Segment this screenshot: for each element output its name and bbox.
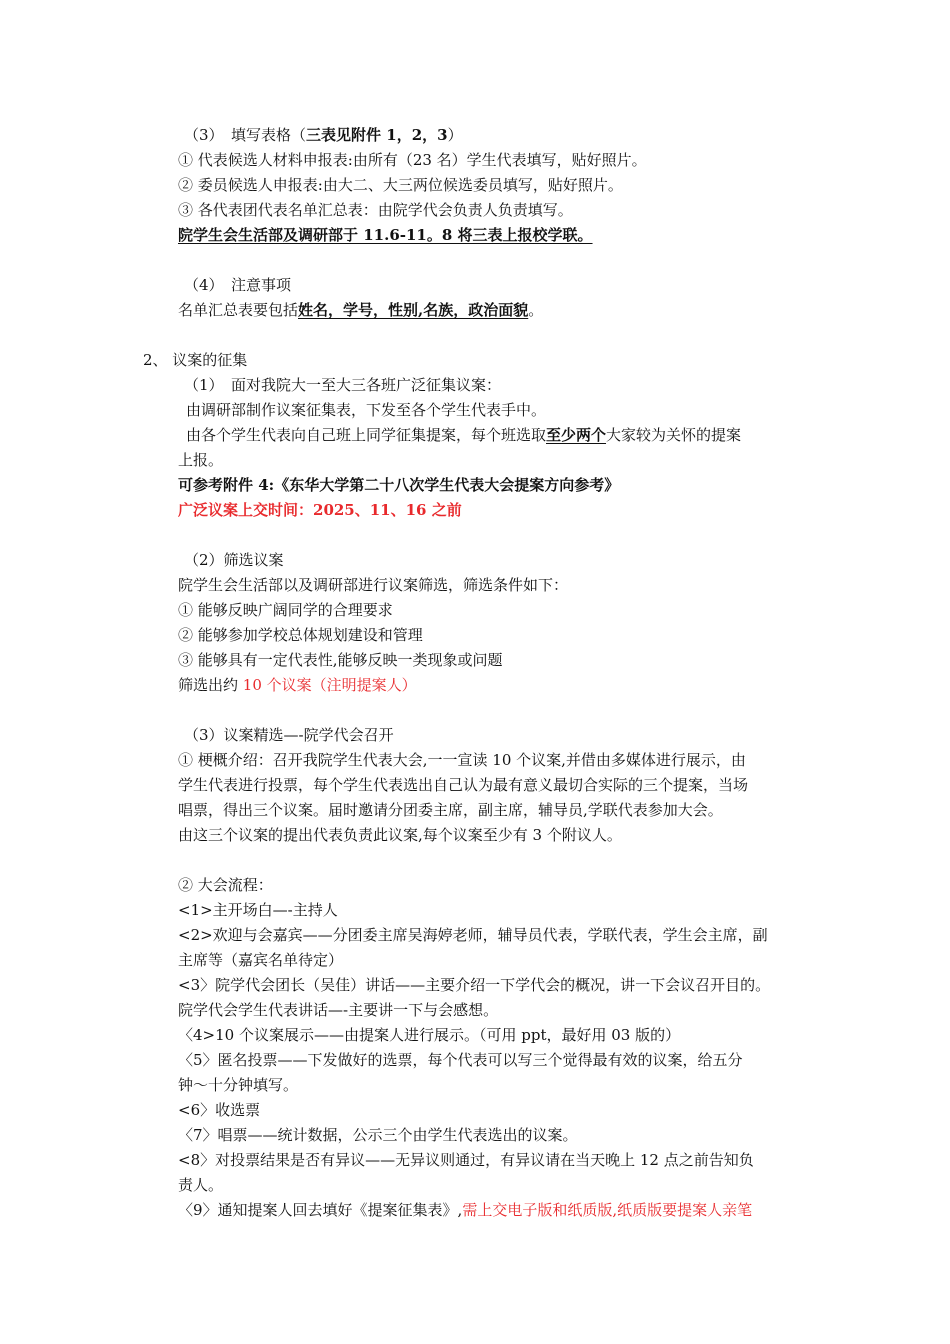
- item4-heading: （4） 注意事项: [184, 276, 292, 294]
- item3-prefix: （3） 填写表格（: [184, 126, 307, 144]
- p2-condition-2: ② 能够参加学校总体规划建设和管理: [178, 626, 423, 644]
- p1-line-3: 上报。: [178, 451, 224, 469]
- flow-line-10: 〈7〉唱票——统计数据，公示三个由学生代表选出的议案。: [178, 1126, 578, 1144]
- item4-prefix: 名单汇总表要包括: [178, 301, 299, 319]
- deadline-note: 广泛议案上交时间：2025、11、16 之前: [178, 501, 462, 519]
- p3-overview-4: 由这三个议案的提出代表负责此议案,每个议案至少有 3 个附议人。: [178, 826, 622, 844]
- section-2-title: 2、 议案的征集: [143, 351, 248, 369]
- flow-heading: ② 大会流程：: [178, 876, 273, 894]
- p1-line-2-prefix: 由各个学生代表向自己班上同学征集提案，每个班选取: [186, 426, 547, 444]
- item3-heading: [184, 124, 463, 146]
- p3-heading: （3）议案精选—-院学代会召开: [184, 726, 394, 744]
- reference-note: 可参考附件 4:《东华大学第二十八次学生代表大会提案方向参考》: [178, 476, 620, 494]
- p3-overview-2: 学生代表进行投票，每个学生代表选出自己认为最有意义最切合实际的三个提案，当场: [178, 776, 749, 794]
- p2-selection-count: 10 个议案（注明提案人）: [242, 676, 417, 694]
- p2-selection-prefix: 筛选出约: [178, 676, 243, 694]
- p2-selection: [178, 674, 417, 696]
- p1-heading: （1） 面对我院大一至大三各班广泛征集议案：: [184, 376, 502, 394]
- p1-line-1: 由调研部制作议案征集表，下发至各个学生代表手中。: [186, 401, 547, 419]
- item3-attachments: 三表见附件 1，2，3: [306, 126, 448, 144]
- flow-line-6: 〈4>10 个议案展示——由提案人进行展示。（可用 ppt，最好用 03 版的）: [178, 1026, 681, 1044]
- item4-fields: 姓名，学号，性别,名族，政治面貌: [298, 301, 529, 319]
- flow-line-1: <1>主开场白—-主持人: [178, 901, 338, 919]
- flow-line-5: 院学代会学生代表讲话—-主要讲一下与会感想。: [178, 1001, 499, 1019]
- flow-line-2: <2>欢迎与会嘉宾——分团委主席吴海婷老师，辅导员代表，学联代表，学生会主席，副: [178, 926, 768, 944]
- flow-line-8: 钟～十分钟填写。: [178, 1076, 299, 1094]
- p2-intro: 院学生会生活部以及调研部进行议案筛选，筛选条件如下：: [178, 576, 569, 594]
- p1-line-2: [186, 424, 741, 446]
- p2-condition-3: ③ 能够具有一定代表性,能够反映一类现象或问题: [178, 651, 503, 669]
- item4-suffix: 。: [528, 301, 544, 319]
- flow-line-13: [178, 1199, 752, 1221]
- p3-overview-3: 唱票，得出三个议案。届时邀请分团委主席，副主席，辅导员,学联代表参加大会。: [178, 801, 723, 819]
- item4-content: [178, 299, 543, 321]
- p3-overview-1: ① 梗概介绍：召开我院学生代表大会,一一宣读 10 个议案,并借由多媒体进行展示，由: [178, 751, 746, 769]
- flow-line-12: 责人。: [178, 1176, 224, 1194]
- flow-line-3: 主席等（嘉宾名单待定）: [178, 951, 344, 969]
- flow-line-11: <8〉对投票结果是否有异议——无异议则通过，有异议请在当天晚上 12 点之前告知负: [178, 1151, 754, 1169]
- p1-at-least-two: 至少两个: [546, 426, 607, 444]
- submit-note: 院学生会生活部及调研部于 11.6-11。8 将三表上报校学联。: [178, 226, 593, 244]
- flow-line-9: <6〉收选票: [178, 1101, 261, 1119]
- form-item-3: ③ 各代表团代表名单汇总表：由院学代会负责人负责填写。: [178, 201, 573, 219]
- item3-suffix: ）: [447, 126, 463, 144]
- flow-line-13-requirement: 需上交电子版和纸质版,纸质版要提案人亲笔: [462, 1201, 753, 1219]
- p2-condition-1: ① 能够反映广阔同学的合理要求: [178, 601, 393, 619]
- flow-line-7: 〈5〉匿名投票——下发做好的选票，每个代表可以写三个觉得最有效的议案，给五分: [178, 1051, 743, 1069]
- p1-line-2-suffix: 大家较为关怀的提案: [606, 426, 742, 444]
- form-item-2: ② 委员候选人申报表:由大二、大三两位候选委员填写，贴好照片。: [178, 176, 623, 194]
- form-item-1: ① 代表候选人材料申报表:由所有（23 名）学生代表填写，贴好照片。: [178, 151, 647, 169]
- flow-line-4: <3〉院学代会团长（吴佳）讲话——主要介绍一下学代会的概况，讲一下会议召开目的。: [178, 976, 771, 994]
- flow-line-13-prefix: 〈9〉通知提案人回去填好《提案征集表》,: [178, 1201, 463, 1219]
- p2-heading: （2）筛选议案: [184, 551, 284, 569]
